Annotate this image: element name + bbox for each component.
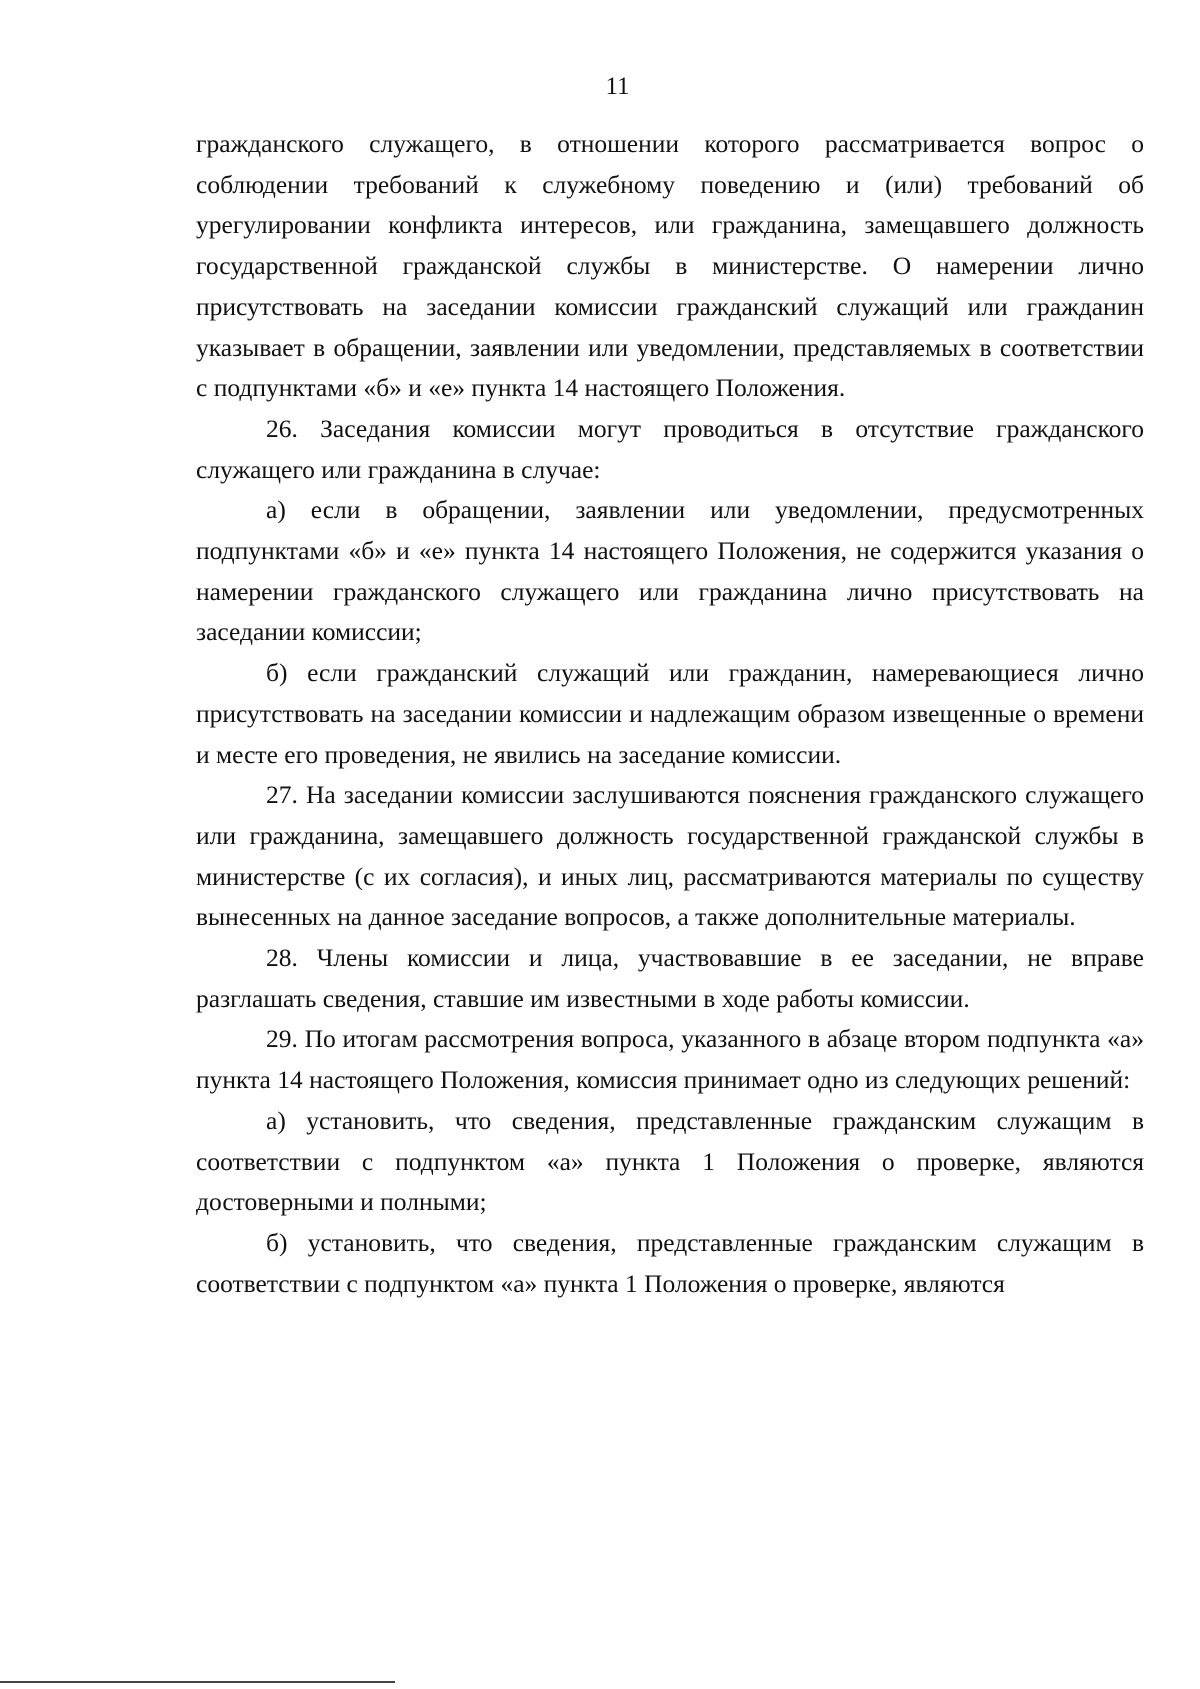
paragraph-27: 27. На заседании комиссии заслушиваются пояснения гражданского служащего или гражданина, замещавшего должность государственной гражданской службы в министерстве (с их согласия), и иных лиц, рассматриваются материалы по существу вынесенных на данное заседание вопросов, а также дополнительные материалы. (196, 780, 1144, 932)
paragraph-29: 29. По итогам рассмотрения вопроса, указанного в абзаце втором подпункта «а» пункта 14 настоящего Положения, комиссия принимает одно из следующих решений: (196, 1024, 1144, 1095)
document-body (196, 124, 1144, 1304)
paragraph-26: 26. Заседания комиссии могут проводиться в отсутствие гражданского служащего или гражданина в случае: (196, 413, 1144, 484)
paragraph-29-a: а) установить, что сведения, представленные гражданским служащим в соответствии с подпунктом «а» пункта 1 Положения о проверке, являются достоверными и полными; (196, 1105, 1144, 1217)
bottom-scan-line (0, 1681, 395, 1683)
paragraph-continuation: гражданского служащего, в отношении которого рассматривается вопрос о соблюдении требований к служебному поведению и (или) требований об урегулировании конфликта интересов, или гражданина, замещавшего должность государственной гражданской службы в министерстве. О намерении лично присутствовать на заседании комиссии гражданский служащий или гражданин указывает в обращении, заявлении или уведомлении, представляемых в соответствии с подпунктами «б» и «е» пункта 14 настоящего Положения. (196, 129, 1144, 403)
paragraph-26-a: а) если в обращении, заявлении или уведомлении, предусмотренных подпунктами «б» и «е» пункта 14 настоящего Положения, не содержится указания о намерении гражданского служащего или гражданина лично присутствовать на заседании комиссии; (196, 495, 1144, 647)
paragraph-29-b: б) установить, что сведения, представленные гражданским служащим в соответствии с подпунктом «а» пункта 1 Положения о проверке, являются (196, 1227, 1144, 1298)
page-number: 11 (605, 73, 630, 100)
paragraph-28: 28. Члены комиссии и лица, участвовавшие в ее заседании, не вправе разглашать сведения, ставшие им известными в ходе работы комиссии. (196, 943, 1144, 1013)
paragraph-26-b: б) если гражданский служащий или гражданин, намеревающиеся лично присутствовать на заседании комиссии и надлежащим образом извещенные о времени и месте его проведения, не явились на заседание комиссии. (196, 658, 1144, 769)
